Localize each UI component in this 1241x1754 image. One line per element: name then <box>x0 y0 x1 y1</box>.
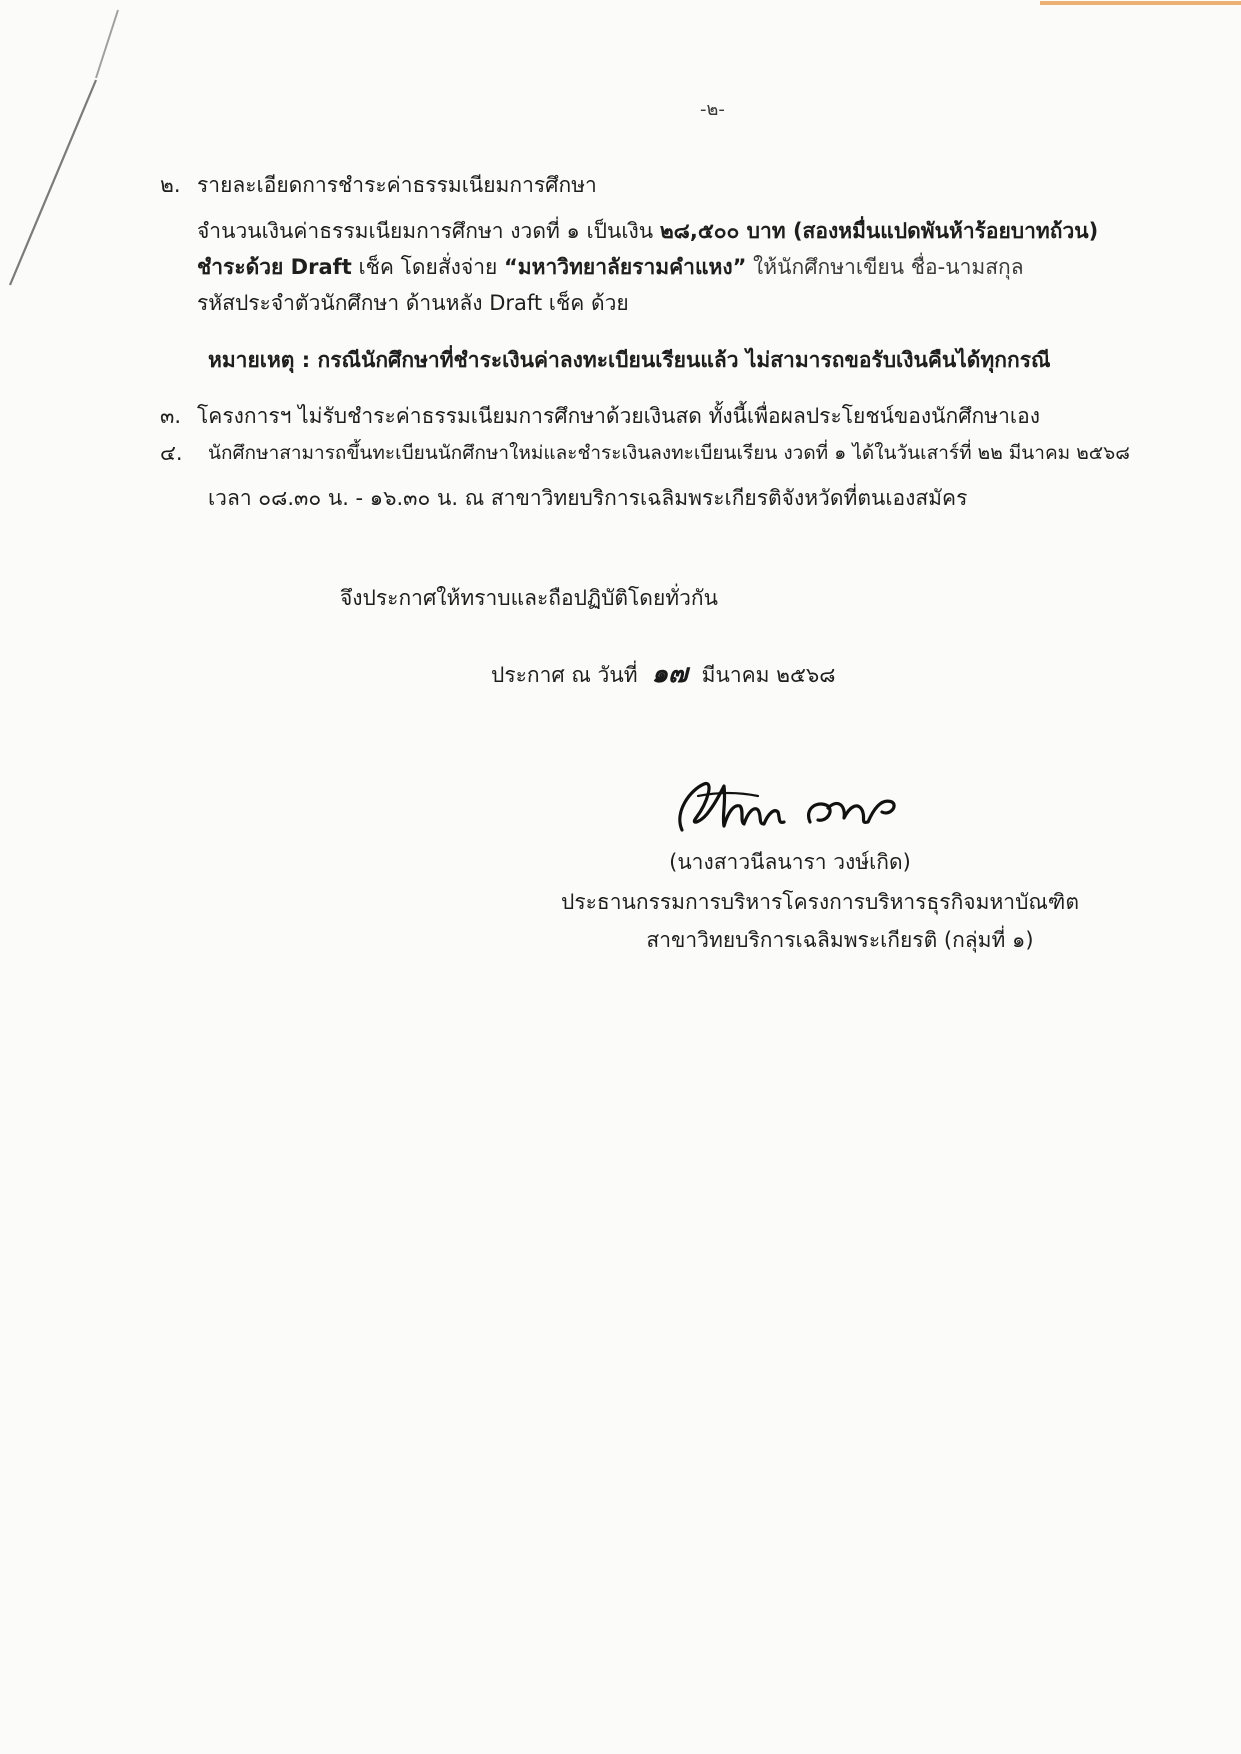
page-number: -๒- <box>700 99 725 120</box>
fee-text: จำนวนเงินค่าธรรมเนียมการศึกษา งวดที่ ๑ เป็นเงิน <box>197 219 660 243</box>
payable-text: เช็ค โดยสั่งจ่าย <box>351 255 504 279</box>
signatory-branch: สาขาวิทยบริการเฉลิมพระเกียรติ (กลุ่มที่ ๑) <box>646 928 1034 952</box>
section-2-note <box>208 346 1050 374</box>
note-label: หมายเหตุ <box>208 348 295 372</box>
announcement-date <box>491 660 835 689</box>
signatory-title: ประธานกรรมการบริหารโครงการบริหารธุรกิจมหาบัณฑิต <box>561 890 1079 914</box>
fee-amount-words: (สองหมื่นแปดพันห้าร้อยบาทถ้วน) <box>785 219 1099 243</box>
date-prefix: ประกาศ ณ วันที่ <box>491 663 638 687</box>
payee-name: “มหาวิทยาลัยรามคำแหง” <box>504 255 747 279</box>
section-2-marker: ๒. <box>160 173 181 197</box>
section-2-heading: รายละเอียดการชำระค่าธรรมเนียมการศึกษา <box>197 173 597 197</box>
note-separator: : <box>294 348 318 372</box>
note-text: กรณีนักศึกษาที่ชำระเงินค่าลงทะเบียนเรียนแล้ว ไม่สามารถขอรับเงินคืนได้ทุกกรณี <box>317 348 1051 372</box>
section-2-line-1 <box>197 217 1098 245</box>
date-month-year: มีนาคม ๒๕๖๘ <box>701 663 836 687</box>
section-2-line-3: รหัสประจำตัวนักศึกษา ด้านหลัง Draft เช็ค ด้วย <box>197 291 629 315</box>
handwritten-signature <box>668 772 908 842</box>
announcement-text: จึงประกาศให้ทราบและถือปฏิบัติโดยทั่วกัน <box>340 586 718 610</box>
section-4-line-2: เวลา ๐๘.๓๐ น. - ๑๖.๓๐ น. ณ สาขาวิทยบริการเฉลิมพระเกียรติจังหวัดที่ตนเองสมัคร <box>208 486 968 510</box>
section-3-text: โครงการฯ ไม่รับชำระค่าธรรมเนียมการศึกษาด้วยเงินสด ทั้งนี้เพื่อผลประโยชน์ของนักศึกษาเอง <box>197 404 1040 428</box>
section-4-marker: ๔. <box>160 441 183 465</box>
section-3-marker: ๓. <box>160 404 182 428</box>
section-2-line-2 <box>197 253 1024 281</box>
handwritten-day: ๑๗ <box>651 659 688 689</box>
draft-text: Draft <box>290 255 352 279</box>
fee-amount: ๒๘,๕๐๐ บาท <box>659 219 786 243</box>
section-4-line-1: นักศึกษาสามารถขึ้นทะเบียนนักศึกษาใหม่และชำระเงินลงทะเบียนเรียน งวดที่ ๑ ได้ในวันเสาร์ที่ ๒๒ มีนาคม ๒๕๖๘ <box>208 442 1130 464</box>
signatory-name: (นางสาวนีลนารา วงษ์เกิด) <box>669 850 911 874</box>
write-name-text: ให้นักศึกษาเขียน ชื่อ-นามสกุล <box>746 255 1024 279</box>
payment-method-text: ชำระด้วย <box>197 255 291 279</box>
